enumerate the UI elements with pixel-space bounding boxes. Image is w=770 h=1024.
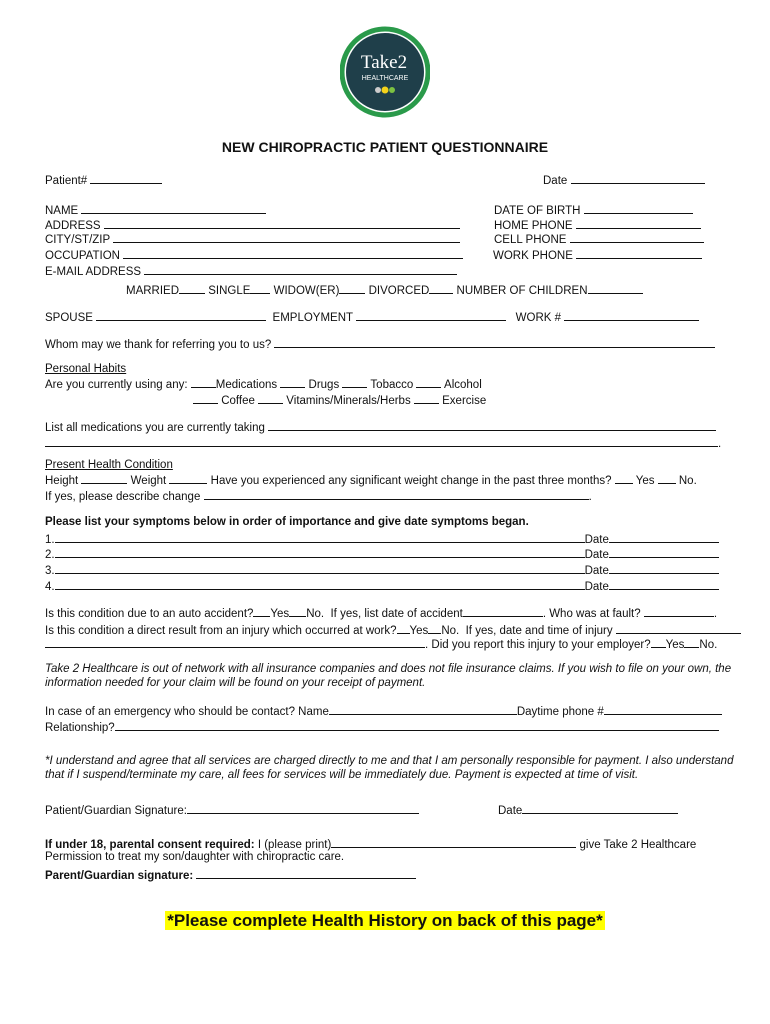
symptom-4-row[interactable] — [45, 578, 719, 594]
work-yes-label: Yes — [409, 625, 429, 637]
symptom-2-row[interactable] — [45, 546, 719, 562]
payment-agreement: *I understand and agree that all services are charged directly to me and that I am personally responsible for payment. I also understand that if I suspend/terminate my care, all fees for services will be immediately due. Payment is expected at time of visit. — [45, 755, 734, 781]
report-yes-label: Yes — [665, 639, 685, 651]
weight-yes-label: Yes — [635, 475, 655, 487]
footer-note — [0, 911, 770, 931]
report-no-label: No. — [699, 639, 718, 651]
symptom-4-date-label: Date — [584, 581, 609, 593]
footer-highlight: *Please complete Health History on back of this page* — [167, 911, 603, 930]
emergency-name-label: In case of an emergency who should be contact? Name — [45, 706, 329, 718]
cell-phone-label: CELL PHONE — [494, 234, 567, 246]
work-injury-question: Is this condition a direct result from an injury which occurred at work? — [45, 625, 397, 637]
email-field[interactable] — [45, 263, 457, 279]
personal-habits-heading: Personal Habits — [45, 363, 127, 375]
symptom-4-label: 4. — [45, 581, 55, 593]
parent-signature-label: Parent/Guardian signature: — [45, 870, 194, 882]
page-title: NEW CHIROPRACTIC PATIENT QUESTIONNAIRE — [221, 139, 549, 155]
symptom-3-label: 3. — [45, 565, 55, 577]
home-phone-label: HOME PHONE — [494, 220, 573, 232]
married-label: MARRIED — [126, 285, 180, 297]
date-label: Date — [543, 175, 568, 187]
weight-no-label: No. — [678, 475, 697, 487]
weight-label: Weight — [130, 475, 167, 487]
emergency-contact-row[interactable] — [45, 703, 722, 719]
patient-number-field[interactable] — [45, 172, 162, 188]
symptom-1-date-label: Date — [584, 534, 609, 546]
accident-date-label: If yes, list date of accident — [330, 608, 463, 620]
symptom-1-row[interactable] — [45, 531, 719, 547]
health-condition-heading: Present Health Condition — [45, 459, 173, 471]
employment-label: EMPLOYMENT — [272, 312, 353, 324]
widow-label: WIDOW(ER) — [273, 285, 340, 297]
describe-change-field[interactable]: If yes, please describe change . — [45, 488, 592, 504]
work-no-label: No. — [441, 625, 460, 637]
symptom-2-label: 2. — [45, 549, 55, 561]
medications-label: List all medications you are currently taking — [45, 422, 265, 434]
logo-brand: Take2 — [360, 52, 408, 73]
children-label: NUMBER OF CHILDREN — [456, 285, 588, 297]
work-number-label: WORK # — [515, 312, 562, 324]
date-field[interactable] — [543, 172, 705, 188]
spouse-label: SPOUSE — [45, 312, 93, 324]
habit-vitamins: Vitamins/Minerals/Herbs — [286, 395, 411, 407]
medications-line-2[interactable]: . — [45, 435, 721, 451]
symptom-1-label: 1. — [45, 534, 55, 546]
take2-healthcare-logo — [340, 26, 430, 118]
dob-field[interactable] — [494, 202, 693, 218]
height-label: Height — [45, 475, 79, 487]
report-injury-row[interactable] — [45, 636, 717, 652]
signature-date-label: Date — [498, 805, 523, 817]
describe-change-label: If yes, please describe change — [45, 491, 201, 503]
symptom-3-row[interactable] — [45, 562, 719, 578]
relationship-label: Relationship? — [45, 722, 115, 734]
name-field[interactable] — [45, 202, 266, 218]
habit-alcohol: Alcohol — [444, 379, 482, 391]
habits-row-1[interactable] — [45, 376, 482, 392]
email-label: E-MAIL ADDRESS — [45, 266, 142, 278]
auto-accident-question: Is this condition due to an auto accident? — [45, 608, 254, 620]
patient-signature-field[interactable] — [45, 802, 419, 818]
symptom-3-date-label: Date — [584, 565, 609, 577]
signature-date-field[interactable] — [498, 802, 678, 818]
work-phone-field[interactable] — [493, 247, 702, 263]
height-weight-row[interactable] — [45, 472, 697, 488]
medications-field[interactable] — [45, 419, 716, 435]
occupation-field[interactable] — [45, 247, 463, 263]
logo-dot-grey — [375, 87, 381, 93]
habit-medications: Medications — [215, 379, 278, 391]
cell-phone-field[interactable] — [494, 231, 704, 247]
referral-label: Whom may we thank for referring you to us? — [45, 339, 272, 351]
city-field[interactable] — [45, 231, 460, 247]
single-label: SINGLE — [208, 285, 251, 297]
habits-row-2[interactable] — [193, 392, 486, 408]
work-phone-label: WORK PHONE — [493, 250, 573, 262]
dob-label: DATE OF BIRTH — [494, 205, 581, 217]
logo-dot-yellow — [382, 87, 389, 94]
symptoms-instruction: Please list your symptoms below in order of importance and give date symptoms began. — [45, 516, 529, 528]
referral-field[interactable] — [45, 336, 715, 352]
habit-coffee: Coffee — [221, 395, 255, 407]
name-label: NAME — [45, 205, 79, 217]
insurance-note: Take 2 Healthcare is out of network with all insurance companies and does not file insurance claims. If you wish to file on your own, the information needed for your claim will be found on your receipt of payment. — [45, 663, 732, 689]
habit-tobacco: Tobacco — [370, 379, 414, 391]
city-label: CITY/ST/ZIP — [45, 234, 110, 246]
logo-sub: HEALTHCARE — [361, 75, 409, 82]
auto-yes-label: Yes — [270, 608, 290, 620]
auto-no-label: No. — [306, 608, 325, 620]
auto-accident-row[interactable]: Is this condition due to an auto accident? Yes No. If yes, list date of accident . Who was at fault? . — [45, 605, 717, 621]
occupation-label: OCCUPATION — [45, 250, 120, 262]
divorced-label: DIVORCED — [368, 285, 430, 297]
habit-drugs: Drugs — [308, 379, 340, 391]
spouse-row[interactable] — [45, 309, 699, 325]
consent-print-label: I (please print) — [257, 839, 332, 851]
habit-exercise: Exercise — [442, 395, 487, 407]
logo-dot-green — [389, 87, 395, 93]
patient-number-label: Patient# — [45, 175, 88, 187]
weight-change-question: Have you experienced any significant weight change in the past three months? — [210, 475, 612, 487]
injury-date-time-label: If yes, date and time of injury — [465, 625, 613, 637]
emergency-phone-label: Daytime phone # — [516, 706, 604, 718]
consent-give-label: give Take 2 Healthcare — [579, 839, 697, 851]
address-label: ADDRESS — [45, 220, 101, 232]
habits-question: Are you currently using any: — [45, 379, 188, 391]
fault-label: . Who was at fault? — [542, 608, 641, 620]
report-injury-question: . Did you report this injury to your employer? — [425, 639, 651, 651]
symptom-2-date-label: Date — [584, 549, 609, 561]
signature-label: Patient/Guardian Signature: — [45, 805, 187, 817]
consent-bold-label: If under 18, parental consent required: — [45, 839, 255, 851]
marital-status-row[interactable] — [126, 282, 643, 298]
consent-permission: Permission to treat my son/daughter with chiropractic care. — [45, 851, 345, 863]
relationship-field[interactable] — [45, 719, 719, 735]
parent-signature-field[interactable] — [45, 867, 416, 883]
